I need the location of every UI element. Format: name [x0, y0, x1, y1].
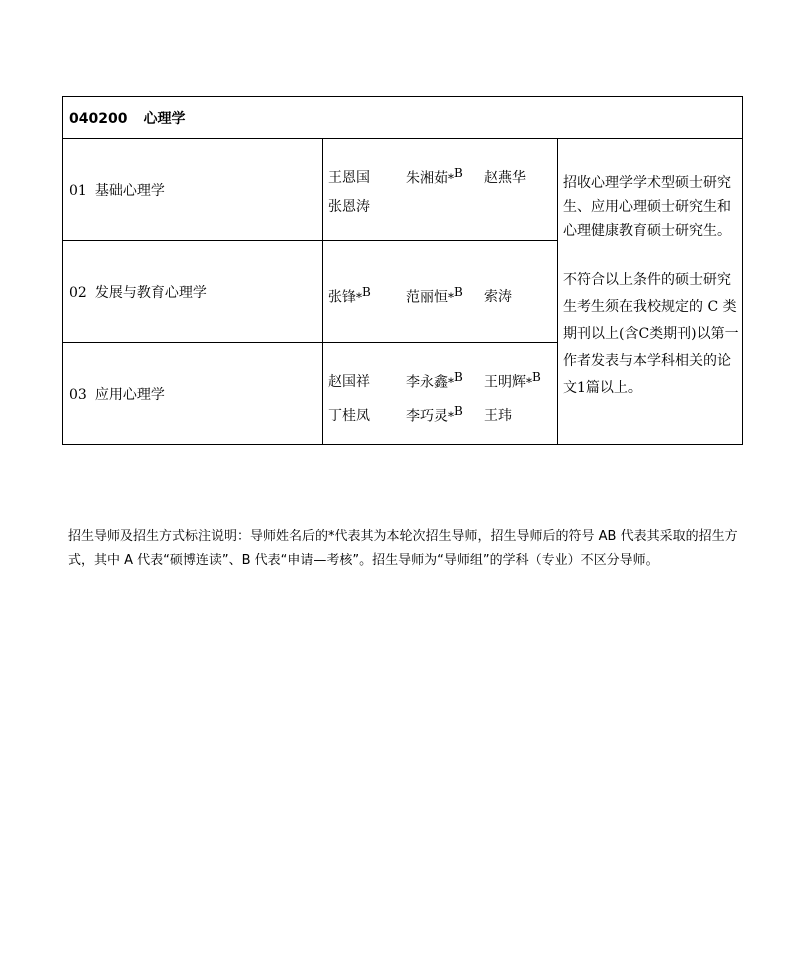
major-table: [62, 96, 743, 445]
supervisor-mark: *: [448, 375, 454, 390]
supervisor-row: [328, 360, 557, 394]
supervisor-mode: B: [454, 403, 463, 418]
supervisor: 赵燕华: [484, 170, 526, 187]
table-row: [63, 139, 743, 241]
supervisor-mark: *: [526, 375, 532, 390]
supervisor: 王恩国: [328, 170, 370, 187]
major-header-cell: [63, 97, 743, 139]
supervisors-cell: [323, 241, 558, 343]
supervisor: 王明辉*$^B$: [484, 369, 541, 391]
direction-name: 发展与教育心理学: [94, 284, 207, 301]
supervisor-row: [328, 394, 557, 428]
direction-cell: [63, 241, 323, 343]
supervisor-row: [328, 275, 557, 309]
direction-code: 03: [69, 386, 87, 403]
supervisor: 王玮: [484, 408, 512, 425]
supervisor: 朱湘茹*$^B$: [406, 165, 463, 187]
supervisor-mark: *: [448, 409, 454, 424]
major-code: 040200: [69, 110, 128, 127]
supervisor-mode: B: [454, 165, 463, 180]
direction-cell: [63, 139, 323, 241]
major-header-row: [63, 97, 743, 139]
supervisor: 李永鑫*$^B$: [406, 369, 463, 391]
supervisor-mode: B: [532, 369, 541, 384]
supervisor: 丁桂凤: [328, 408, 370, 425]
direction-cell: [63, 343, 323, 445]
supervisor: 赵国祥: [328, 374, 370, 391]
supervisor-mode: B: [454, 284, 463, 299]
footnote: 招生导师及招生方式标注说明：导师姓名后的*代表其为本轮次招生导师，招生导师后的符号 AB 代表其采取的招生方式，其中 A 代表“硕博连读”、B 代表“申请—考核”。招生导师为“导师组”的学科（专业）不区分导师。: [68, 529, 738, 568]
direction-code: 01: [69, 182, 87, 199]
supervisor-mark: *: [448, 290, 454, 305]
supervisors-cell: [323, 343, 558, 445]
direction-name: 基础心理学: [94, 182, 165, 199]
supervisor-mark: *: [356, 290, 362, 305]
remarks-paragraph-2: 不符合以上条件的硕士研究生考生须在我校规定的 C 类期刊以上(含C类期刊)以第一作者发表与本学科相关的论文1篇以上。: [563, 272, 739, 396]
major-name: 心理学: [143, 110, 186, 127]
supervisor: 范丽恒*$^B$: [406, 284, 463, 306]
supervisor: 张锋*$^B$: [328, 284, 371, 306]
direction-name: 应用心理学: [94, 386, 165, 403]
supervisor-mark: *: [448, 171, 454, 186]
supervisor-mode: B: [454, 369, 463, 384]
direction-code: 02: [69, 284, 87, 301]
supervisor: 张恩涛: [328, 198, 370, 215]
supervisor-row: [328, 156, 557, 190]
remarks-cell: [558, 139, 743, 445]
supervisors-cell: [323, 139, 558, 241]
supervisor: 索涛: [484, 289, 512, 306]
remarks-paragraph-1: 招收心理学学术型硕士研究生、应用心理硕士研究生和心理健康教育硕士研究生。: [563, 175, 731, 239]
supervisor: 李巧灵*$^B$: [406, 403, 463, 425]
supervisor-mode: B: [362, 284, 371, 299]
